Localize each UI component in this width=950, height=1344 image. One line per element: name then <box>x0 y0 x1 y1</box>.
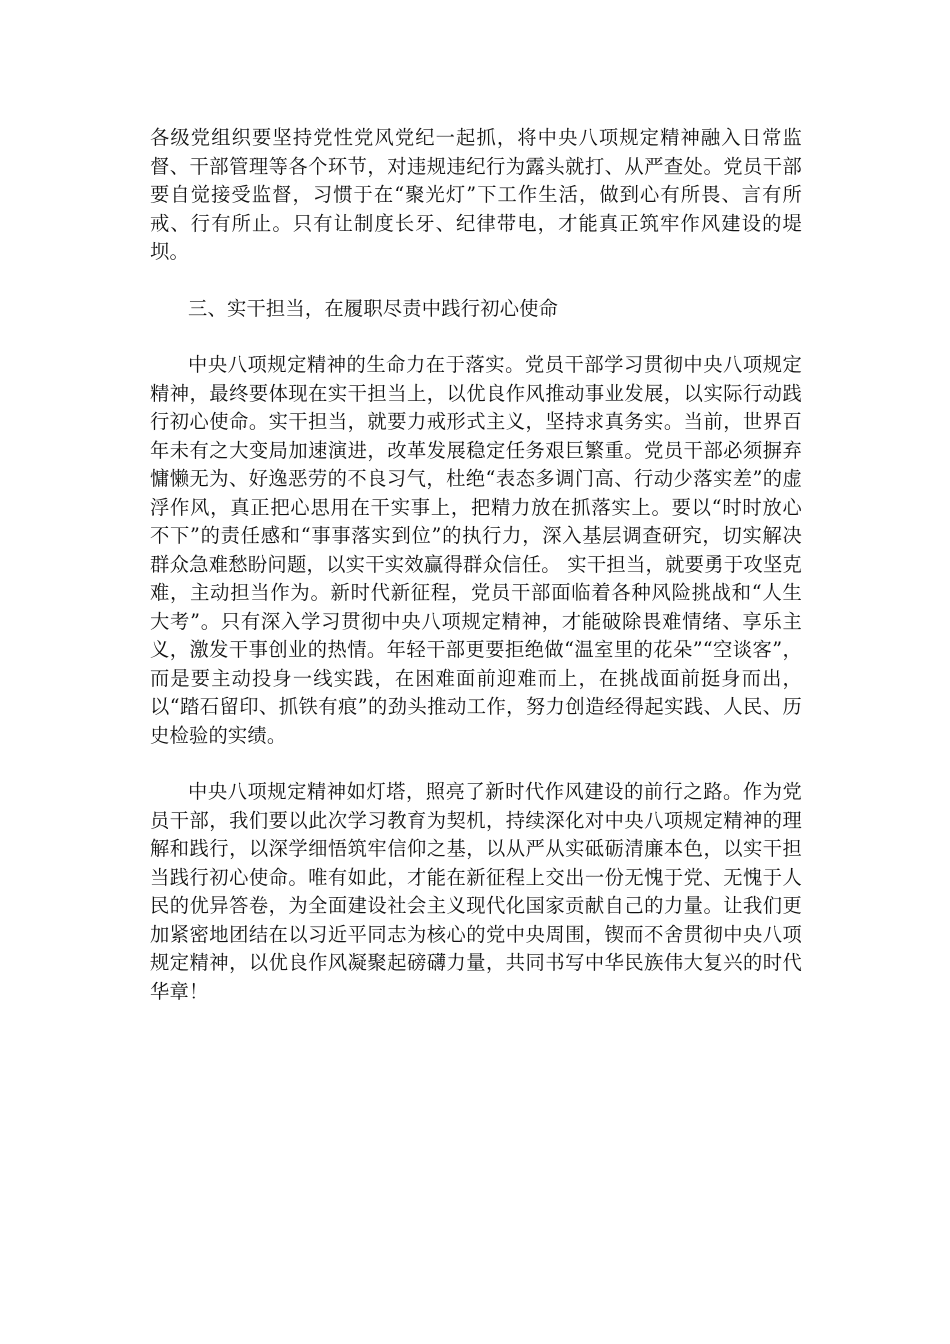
paragraph-gap <box>150 323 802 351</box>
document-body <box>150 124 802 1006</box>
paragraph-practical-action: 中央八项规定精神的生命力在于落实。党员干部学习贯彻中央八项规定精神，最终要体现在实干担当上，以优良作风推动事业发展，以实际行动践行初心使命。实干担当，就要力戒形式主义，坚持求真务实。当前，世界百年未有之大变局加速演进，改革发展稳定任务艰巨繁重。党员干部必须摒弃慵懒无为、好逸恶劳的不良习气，杜绝“表态多调门高、行动少落实差”的虚浮作风，真正把心思用在干实事上，把精力放在抓落实上。要以“时时放心不下”的责任感和“事事落实到位”的执行力，深入基层调查研究，切实解决群众急难愁盼问题，以实干实效赢得群众信任。 实干担当，就要勇于攻坚克难，主动担当作为。新时代新征程，党员干部面临着各种风险挑战和“人生大考”。只有深入学习贯彻中央八项规定精神，才能破除畏难情绪、享乐主义，激发干事创业的热情。年轻干部更要拒绝做“温室里的花朵”“空谈客”，而是要主动投身一线实践，在困难面前迎难而上，在挑战面前挺身而出，以“踏石留印、抓铁有痕”的劲头推动工作，努力创造经得起实践、人民、历史检验的实绩。 <box>150 353 802 747</box>
paragraph-gap <box>150 750 802 778</box>
paragraph-conclusion: 中央八项规定精神如灯塔，照亮了新时代作风建设的前行之路。作为党员干部，我们要以此次学习教育为契机，持续深化对中央八项规定精神的理解和践行，以深学细悟筑牢信仰之基，以从严从实砥砺清廉本色，以实干担当践行初心使命。唯有如此，才能在新征程上交出一份无愧于党、无愧于人民的优异答卷，为全面建设社会主义现代化国家贡献自己的力量。让我们更加紧密地团结在以习近平同志为核心的党中央周围，锲而不舍贯彻中央八项规定精神，以优良作风凝聚起磅礴力量，共同书写中华民族伟大复兴的时代华章！ <box>150 780 802 1003</box>
paragraph-gap <box>150 267 802 295</box>
paragraph-supervision: 各级党组织要坚持党性党风党纪一起抓，将中央八项规定精神融入日常监督、干部管理等各个环节，对违规违纪行为露头就打、从严查处。党员干部要自觉接受监督，习惯于在“聚光灯”下工作生活，做到心有所畏、言有所戒、行有所止。只有让制度长牙、纪律带电，才能真正筑牢作风建设的堤坝。 <box>150 126 802 263</box>
section-heading-three: 三、实干担当，在履职尽责中践行初心使命 <box>188 296 559 320</box>
